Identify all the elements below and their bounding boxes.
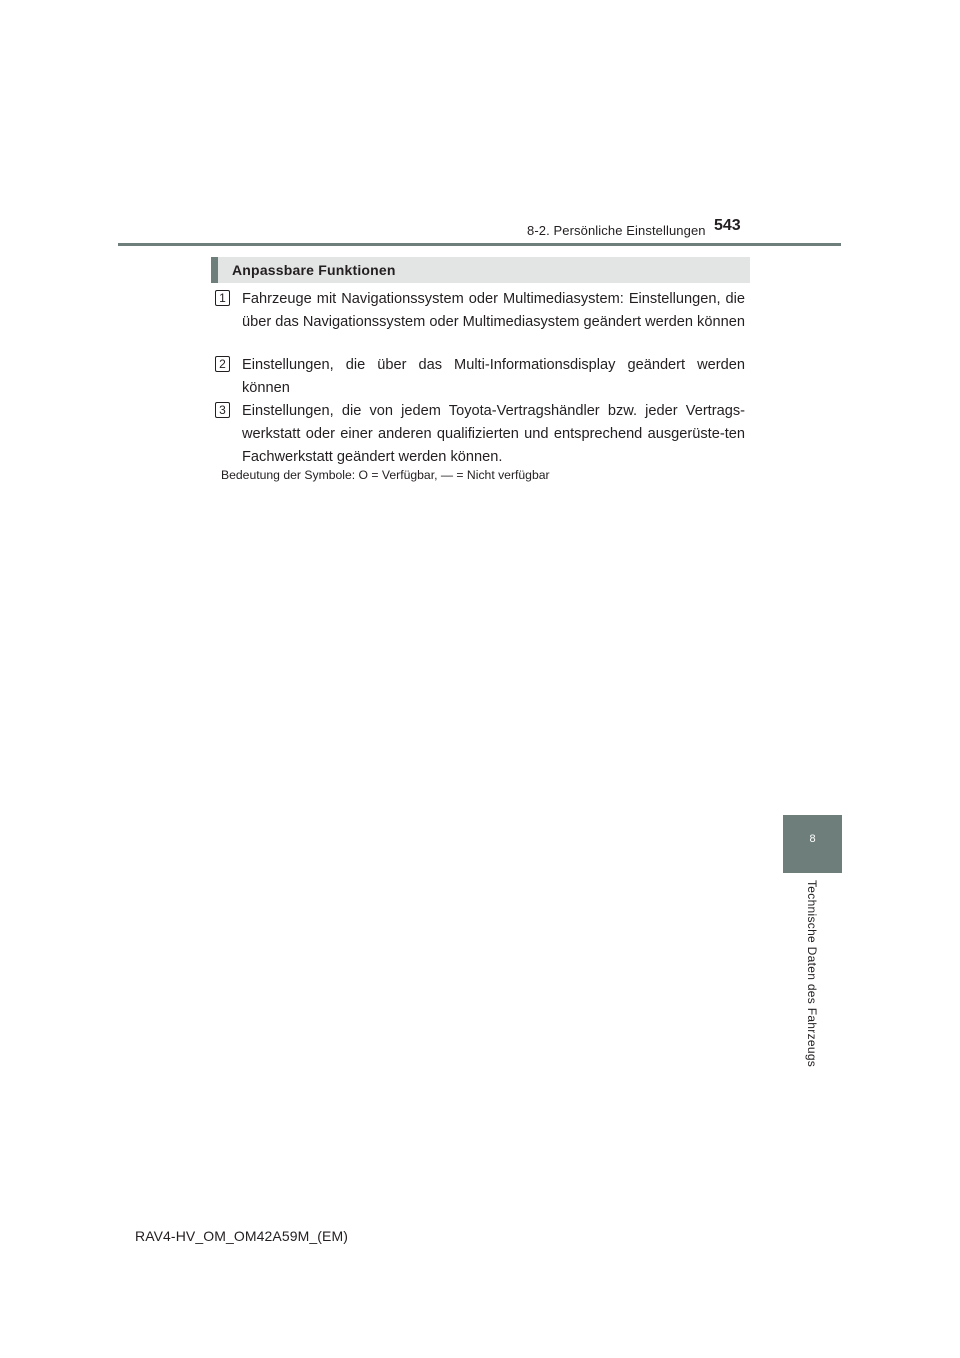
page-number: 543: [714, 217, 741, 234]
document-code: RAV4-HV_OM_OM42A59M_(EM): [135, 1228, 348, 1244]
chapter-number: 8: [809, 833, 816, 845]
item-number-badge: 2: [215, 356, 230, 372]
chapter-title-vertical: Technische Daten des Fahrzeugs: [805, 880, 819, 1068]
chapter-tab: [783, 815, 842, 873]
symbol-legend-note: Bedeutung der Symbole: O = Verfügbar, — = Nicht verfügbar: [221, 468, 550, 482]
header-divider: [118, 243, 841, 246]
item-number-badge: 1: [215, 290, 230, 306]
item-number-badge: 3: [215, 402, 230, 418]
list-item-text: Einstellungen, die über das Multi-Informationsdisplay geändert werden können: [242, 357, 745, 396]
list-item-text: Fahrzeuge mit Navigationssystem oder Multimediasystem: Einstellungen, die über das Navigationssystem oder Multimediasystem geändert werden können: [242, 291, 745, 330]
running-header-section: 8-2. Persönliche Einstellungen: [527, 223, 706, 238]
section-heading-bar: [211, 257, 750, 283]
section-title: Anpassbare Funktionen: [232, 262, 396, 278]
list-item-text: Einstellungen, die von jedem Toyota-Vertragshändler bzw. jeder Vertrags-werkstatt oder einer anderen qualifizierten und entsprechend ausgerüste-ten Fachwerkstatt geändert werden können.: [242, 403, 745, 465]
